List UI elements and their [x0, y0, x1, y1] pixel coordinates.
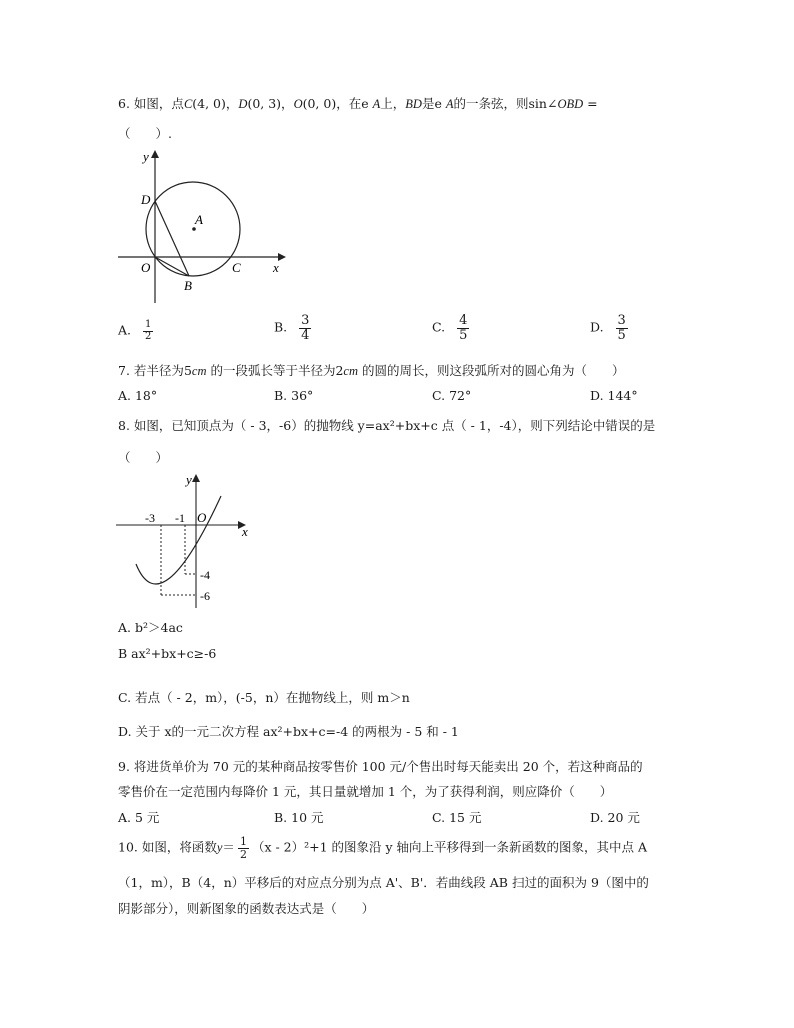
tick-neg6: -6	[200, 589, 210, 603]
q6-text: ，	[225, 96, 239, 111]
y-label: y	[186, 472, 192, 487]
q6-text: 是	[421, 96, 435, 111]
fraction-denominator: 2	[145, 330, 152, 342]
y-axis-arrow	[192, 474, 200, 482]
equals-sign: ＝	[222, 839, 235, 855]
point-c-coord: (4, 0)	[192, 96, 226, 111]
q6-figure	[118, 148, 298, 308]
q9-option-c: C. 15 元	[432, 810, 482, 825]
radius-value: 5	[183, 363, 192, 378]
q6-option-a	[118, 320, 153, 342]
unit-cm: cm	[343, 364, 358, 378]
q7-text: 若半径为	[133, 363, 184, 378]
origin-label: O	[197, 510, 207, 525]
q6-line1	[118, 94, 598, 112]
fraction-numerator: 3	[617, 313, 626, 328]
q6-text: ，	[281, 96, 294, 111]
tick-neg3: -3	[145, 511, 155, 525]
q10-text: （x - 2）²+1 的图象沿 y 轴向上平移得到一条新函数的图象，其中点 A	[251, 839, 648, 855]
point-a-label: A	[445, 97, 454, 111]
equals-sign: =	[583, 96, 598, 111]
x-label: x	[242, 524, 248, 539]
angle-obd-label: OBD	[557, 97, 584, 111]
q8-option-c: C. 若点（ - 2，m），(-5，n）在抛物线上，则 m＞n	[118, 690, 410, 705]
q10-stem-line1	[118, 836, 647, 860]
chord-bd-label: BD	[405, 97, 422, 111]
q10-stem-line3: 阴影部分），则新图象的函数表达式是（ ）	[118, 901, 375, 916]
fraction-numerator: 4	[459, 313, 468, 328]
fraction-denominator: 4	[301, 327, 310, 343]
q6-number: 6.	[118, 96, 130, 111]
q7-number: 7.	[118, 363, 130, 378]
q7-option-a: A. 18°	[118, 388, 158, 403]
function-y: y	[216, 840, 223, 855]
q9-option-a: A. 5 元	[118, 810, 160, 825]
point-o-label: O	[293, 97, 303, 111]
q8-figure	[110, 468, 260, 613]
q9-option-d: D. 20 元	[590, 810, 640, 825]
center-dot	[192, 227, 196, 231]
tick-neg1: -1	[175, 511, 185, 525]
option-letter: B.	[274, 319, 288, 335]
q8-answer-paren: （ ）	[118, 450, 169, 465]
q6-text: ，在	[336, 96, 362, 111]
point-a-label: A	[372, 97, 381, 111]
o-label: O	[141, 260, 151, 275]
fraction-denominator: 5	[459, 327, 468, 343]
chord-bd	[155, 201, 189, 276]
q6-answer-paren: （ ）.	[118, 126, 172, 141]
point-d-coord: (0, 3)	[247, 96, 282, 111]
q10-text: 10. 如图，将函数	[118, 839, 217, 855]
q7-text: 的圆的周长，则这段弧所对的圆心角为（ ）	[357, 363, 625, 378]
point-o-coord: (0, 0)	[302, 96, 337, 111]
q6-text: 的一条弦，则	[453, 96, 529, 111]
option-letter: D.	[590, 319, 604, 335]
segment-ob	[155, 257, 189, 276]
point-d-label: D	[238, 97, 248, 111]
q7-option-d: D. 144°	[590, 388, 638, 403]
circle-symbol: e	[361, 96, 369, 111]
q6-option-d	[590, 314, 628, 342]
tick-neg4: -4	[200, 568, 210, 582]
circle-symbol: e	[434, 96, 442, 111]
option-letter: C.	[432, 319, 446, 335]
q6-option-b	[274, 314, 311, 342]
q8-option-d: D. 关于 x的一元二次方程 ax²+bx+c=-4 的两根为 - 5 和 - 1	[118, 724, 459, 739]
fraction-numerator: 1	[145, 319, 152, 330]
c-label: C	[232, 260, 241, 275]
option-letter: A.	[118, 322, 132, 338]
q6-text: 如图，点	[133, 96, 184, 111]
a-label: A	[195, 212, 203, 227]
d-label: D	[141, 192, 151, 207]
fraction-denominator: 2	[239, 847, 247, 861]
q8-stem: 8. 如图，已知顶点为（ - 3，-6）的抛物线 y=ax²+bx+c 点（ - 1，-4），则下列结论中错误的是	[118, 418, 656, 433]
y-label: y	[143, 149, 149, 164]
q6-option-c	[432, 314, 469, 342]
q7-option-b: B. 36°	[274, 388, 314, 403]
q8-option-a: A. b²＞4ac	[118, 620, 183, 635]
point-c-label: C	[183, 97, 193, 111]
q6-text: 上，	[380, 96, 406, 111]
q9-option-b: B. 10 元	[274, 810, 324, 825]
q9-stem-line1: 9. 将进货单价为 70 元的某种商品按零售价 100 元/个售出时每天能卖出 20 个，若这种商品的	[118, 759, 643, 774]
x-label: x	[273, 260, 279, 275]
fraction-numerator: 3	[301, 313, 310, 328]
b-label: B	[184, 278, 192, 293]
sin-symbol: sin∠	[528, 96, 558, 111]
y-axis-arrow	[151, 150, 159, 158]
fraction-numerator: 1	[239, 835, 247, 848]
fraction-denominator: 5	[617, 327, 626, 343]
unit-cm: cm	[191, 364, 207, 378]
q10-stem-line2: （1，m），B（4，n）平移后的对应点分别为点 A'、B'．若曲线段 AB 扫过的面积为 9（图中的	[118, 875, 649, 890]
q7-stem	[118, 361, 624, 379]
q9-stem-line2: 零售价在一定范围内每降价 1 元，其日量就增加 1 个，为了获得利润，则应降价（ ）	[118, 784, 613, 799]
x-axis-arrow	[278, 253, 286, 261]
q7-option-c: C. 72°	[432, 388, 472, 403]
q7-text: 的一段弧长等于半径为	[206, 363, 336, 378]
radius-value: 2	[335, 363, 344, 378]
q8-option-b: B ax²+bx+c≥-6	[118, 646, 217, 661]
